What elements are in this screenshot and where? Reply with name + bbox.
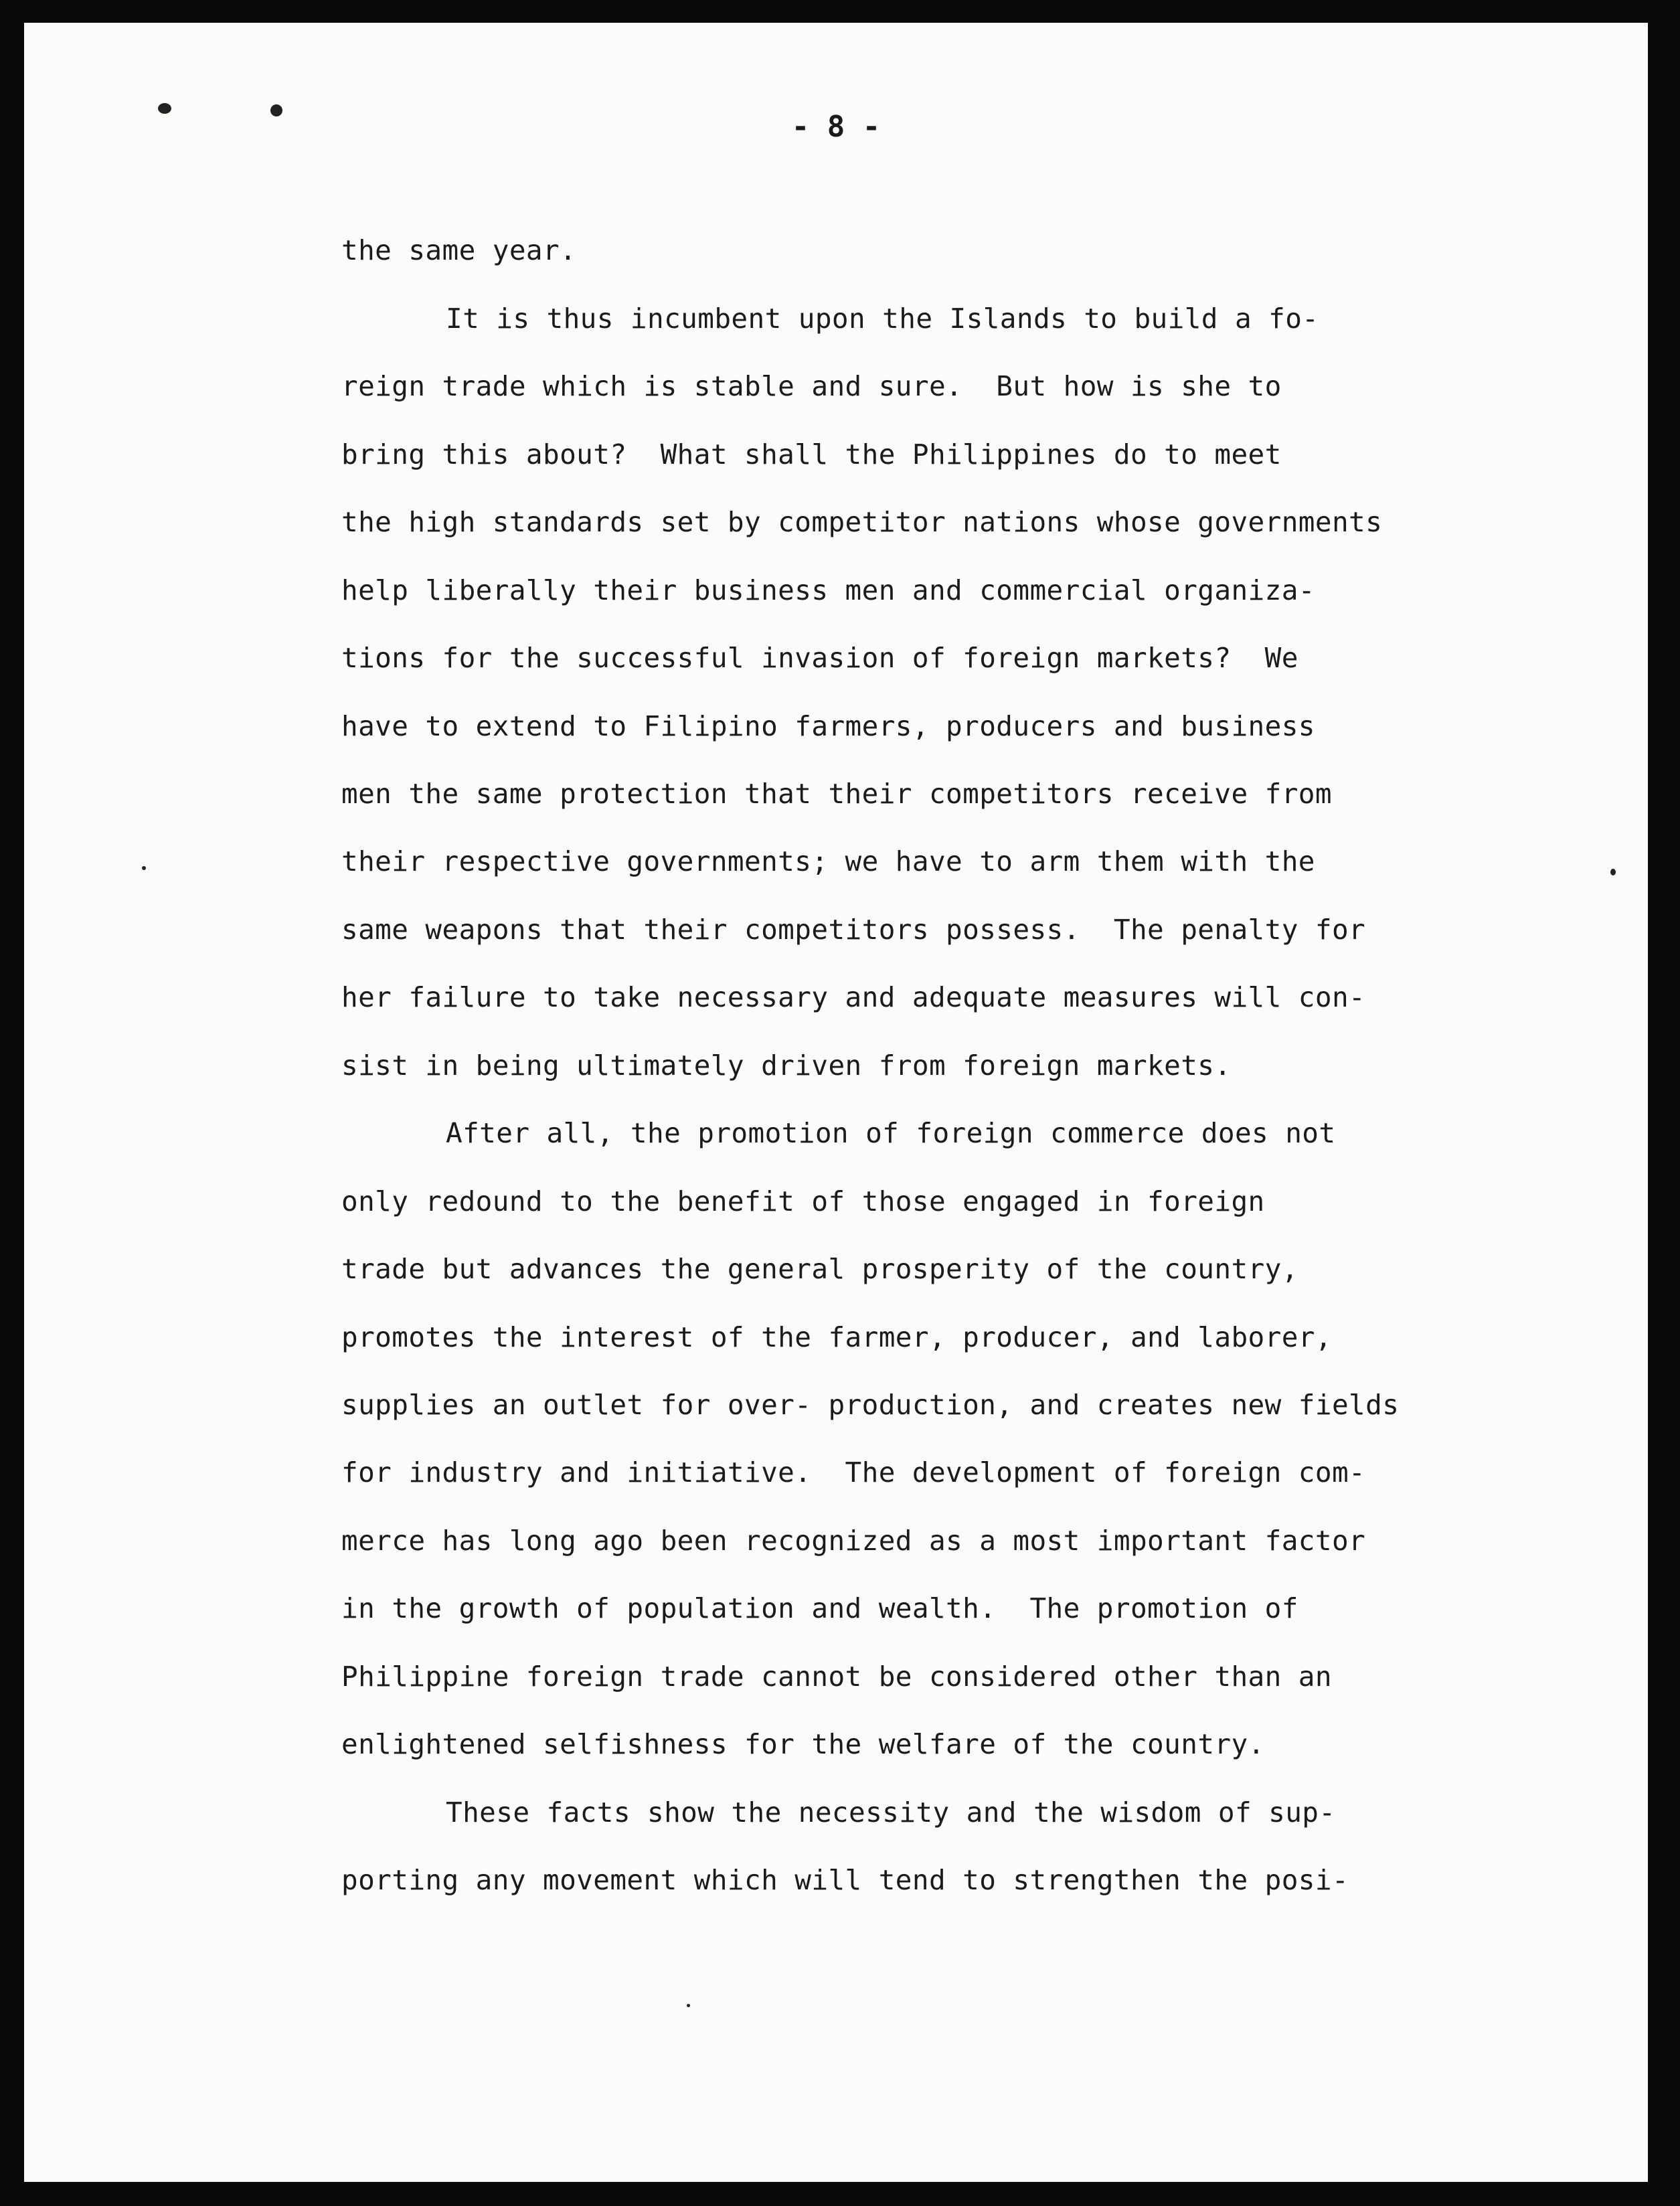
text-line: for industry and initiative. The development of foreign com- [341,1456,1366,1489]
text-line: help liberally their business men and commercial organiza- [341,574,1315,606]
page-number: - 8 - [791,110,881,144]
typed-page [24,23,1648,2182]
text-line: enlightened selfishness for the welfare of the country. [341,1728,1265,1760]
ink-speck [687,2004,690,2007]
text-line: trade but advances the general prosperity of the country, [341,1253,1298,1285]
text-line: only redound to the benefit of those engaged in foreign [341,1185,1265,1217]
paragraph-first-line: These facts show the necessity and the wisdom of sup- [446,1796,1336,1829]
text-line: merce has long ago been recognized as a most important factor [341,1525,1366,1557]
text-line: reign trade which is stable and sure. But how is she to [341,370,1282,402]
text-line: sist in being ultimately driven from foreign markets. [341,1049,1232,1082]
text-line: the same year. [341,234,577,266]
text-line: in the growth of population and wealth. The promotion of [341,1592,1298,1624]
ink-speck [142,866,146,870]
text-line: same weapons that their competitors possess. The penalty for [341,914,1366,946]
text-line: promotes the interest of the farmer, producer, and laborer, [341,1321,1332,1353]
text-line: have to extend to Filipino farmers, producers and business [341,710,1315,742]
paragraph-first-line: It is thus incumbent upon the Islands to build a fo- [446,303,1319,335]
text-line: tions for the successful invasion of foreign markets? We [341,642,1298,674]
text-line: the high standards set by competitor nations whose governments [341,506,1383,538]
text-line: her failure to take necessary and adequate measures will con- [341,981,1366,1013]
text-line: men the same protection that their competitors receive from [341,778,1332,810]
text-line: porting any movement which will tend to strengthen the posi- [341,1864,1349,1896]
text-line: supplies an outlet for over- production, and creates new fields [341,1389,1400,1421]
text-line: Philippine foreign trade cannot be considered other than an [341,1661,1332,1693]
text-line: bring this about? What shall the Philippines do to meet [341,438,1282,471]
paragraph-first-line: After all, the promotion of foreign commerce does not [446,1117,1336,1149]
text-line: their respective governments; we have to arm them with the [341,845,1315,877]
ink-speck [1610,869,1616,875]
